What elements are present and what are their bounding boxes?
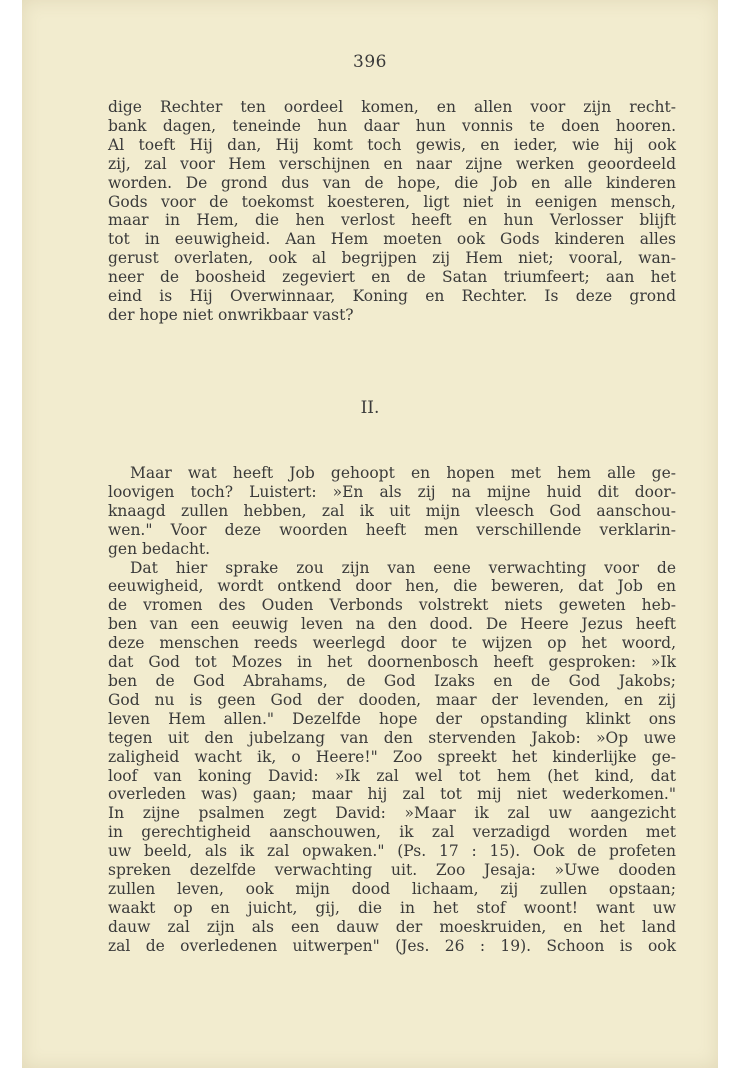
text-line: in gerechtigheid aanschouwen, ik zal verzadigd worden met: [108, 823, 676, 842]
text-line: ben van een eeuwig leven na den dood. De Heere Jezus heeft: [108, 615, 676, 634]
page-number: 396: [353, 52, 387, 72]
text-line: tot in eeuwigheid. Aan Hem moeten ook Gods kinderen alles: [108, 230, 676, 249]
body-text: [108, 464, 676, 956]
text-line: gerust overlaten, ook al begrijpen zij Hem niet; vooral, wan-: [108, 249, 676, 268]
text-line: bank dagen, teneinde hun daar hun vonnis te doen hooren.: [108, 116, 676, 135]
text-line: knaagd zullen hebben, zal ik uit mijn vleesch God aanschou-: [108, 501, 676, 520]
text-line: worden. De grond dus van de hope, die Job en alle kinderen: [108, 173, 676, 192]
text-line: loovigen toch? Luistert: »En als zij na mijne huid dit door-: [108, 482, 676, 501]
text-line: maar in Hem, die hen verlost heeft en hun Verlosser blijft: [108, 211, 676, 230]
text-line: Al toeft Hij dan, Hij komt toch gewis, en ieder, wie hij ook: [108, 135, 676, 154]
text-line: Gods voor de toekomst koesteren, ligt niet in eenigen mensch,: [108, 192, 676, 211]
text-line: zij, zal voor Hem verschijnen en naar zijne werken geoordeeld: [108, 154, 676, 173]
text-line: dige Rechter ten oordeel komen, en allen voor zijn recht-: [108, 98, 676, 116]
text-line: Dat hier sprake zou zijn van eene verwachting voor de: [130, 558, 676, 577]
text-line: In zijne psalmen zegt David: »Maar ik zal uw aangezicht: [108, 804, 676, 823]
text-line: neer de boosheid zegeviert en de Satan triumfeert; aan het: [108, 268, 676, 287]
book-page: [22, 0, 718, 1068]
text-line: ben de God Abrahams, de God Izaks en de God Jakobs;: [108, 671, 676, 690]
text-line: dat God tot Mozes in het doornenbosch heeft gesproken: »Ik: [108, 653, 676, 672]
text-line: overleden was) gaan; maar hij zal tot mij niet wederkomen.": [108, 785, 676, 804]
text-line: Maar wat heeft Job gehoopt en hopen met hem alle ge-: [130, 464, 676, 482]
text-line: wen." Voor deze woorden heeft men verschillende verklarin-: [108, 520, 676, 539]
text-line: waakt op en juicht, gij, die in het stof woont! want uw: [108, 898, 676, 917]
text-line: zullen leven, ook mijn dood lichaam, zij zullen opstaan;: [108, 879, 676, 898]
text-line: deze menschen reeds weerlegd door te wijzen op het woord,: [108, 634, 676, 653]
text-line: zaligheid wacht ik, o Heere!" Zoo spreekt het kinderlijke ge-: [108, 747, 676, 766]
paragraph-continued: [108, 98, 676, 325]
text-line: loof van koning David: »Ik zal wel tot hem (het kind, dat: [108, 766, 676, 785]
text-line: de vromen des Ouden Verbonds volstrekt niets geweten heb-: [108, 596, 676, 615]
text-line: zal de overledenen uitwerpen" (Jes. 26 : 19). Schoon is ook: [108, 936, 676, 955]
text-line: God nu is geen God der dooden, maar der levenden, en zij: [108, 690, 676, 709]
text-line: gen bedacht.: [108, 539, 211, 558]
text-line: der hope niet onwrikbaar vast?: [108, 305, 354, 324]
text-line: dauw zal zijn als een dauw der moeskruiden, en het land: [108, 917, 676, 936]
text-line: spreken dezelfde verwachting uit. Zoo Jesaja: »Uwe dooden: [108, 861, 676, 880]
text-line: eind is Hij Overwinnaar, Koning en Rechter. Is deze grond: [108, 287, 676, 306]
text-line: tegen uit den jubelzang van den stervenden Jakob: »Op uwe: [108, 728, 676, 747]
text-line: uw beeld, als ik zal opwaken." (Ps. 17 : 15). Ook de profeten: [108, 842, 676, 861]
text-line: leven Hem allen." Dezelfde hope der opstanding klinkt ons: [108, 709, 676, 728]
text-line: eeuwigheid, wordt ontkend door hen, die beweren, dat Job en: [108, 577, 676, 596]
section-heading: II.: [360, 398, 380, 418]
